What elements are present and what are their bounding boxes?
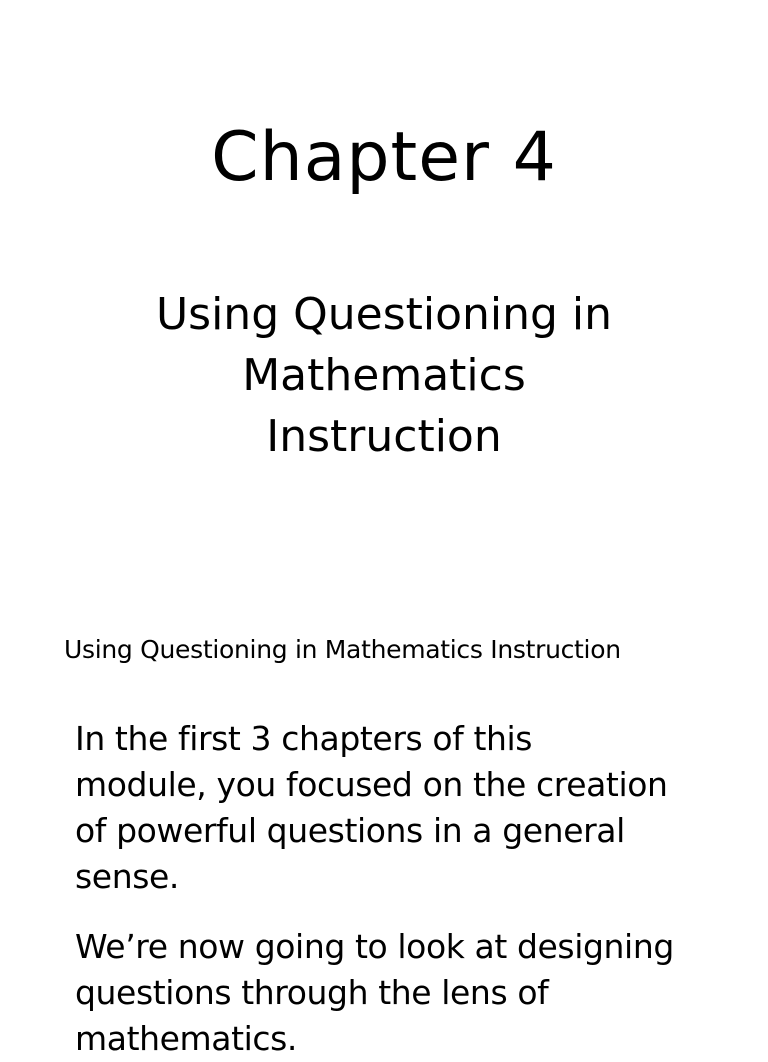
- content-slide: [0, 590, 768, 1058]
- body-paragraph: [75, 924, 747, 1062]
- paragraph-line: sense.: [75, 857, 179, 896]
- chapter-title: Chapter 4: [211, 118, 557, 197]
- paragraph-line: mathematics.: [75, 1019, 298, 1058]
- slide-heading: Using Questioning in Mathematics Instruction: [64, 635, 621, 664]
- paragraph-line: In the first 3 chapters of this: [75, 719, 533, 758]
- subtitle-line: Instruction: [266, 411, 502, 462]
- subtitle-line: Using Questioning in: [155, 289, 613, 340]
- chapter-subtitle: [60, 284, 708, 467]
- paragraph-line: of powerful questions in a general: [75, 811, 625, 850]
- paragraph-line: questions through the lens of: [75, 973, 549, 1012]
- body-paragraph: [75, 716, 747, 900]
- paragraph-line: We’re now going to look at designing: [75, 927, 674, 966]
- paragraph-line: module, you focused on the creation: [75, 765, 668, 804]
- subtitle-line: Mathematics: [242, 350, 526, 401]
